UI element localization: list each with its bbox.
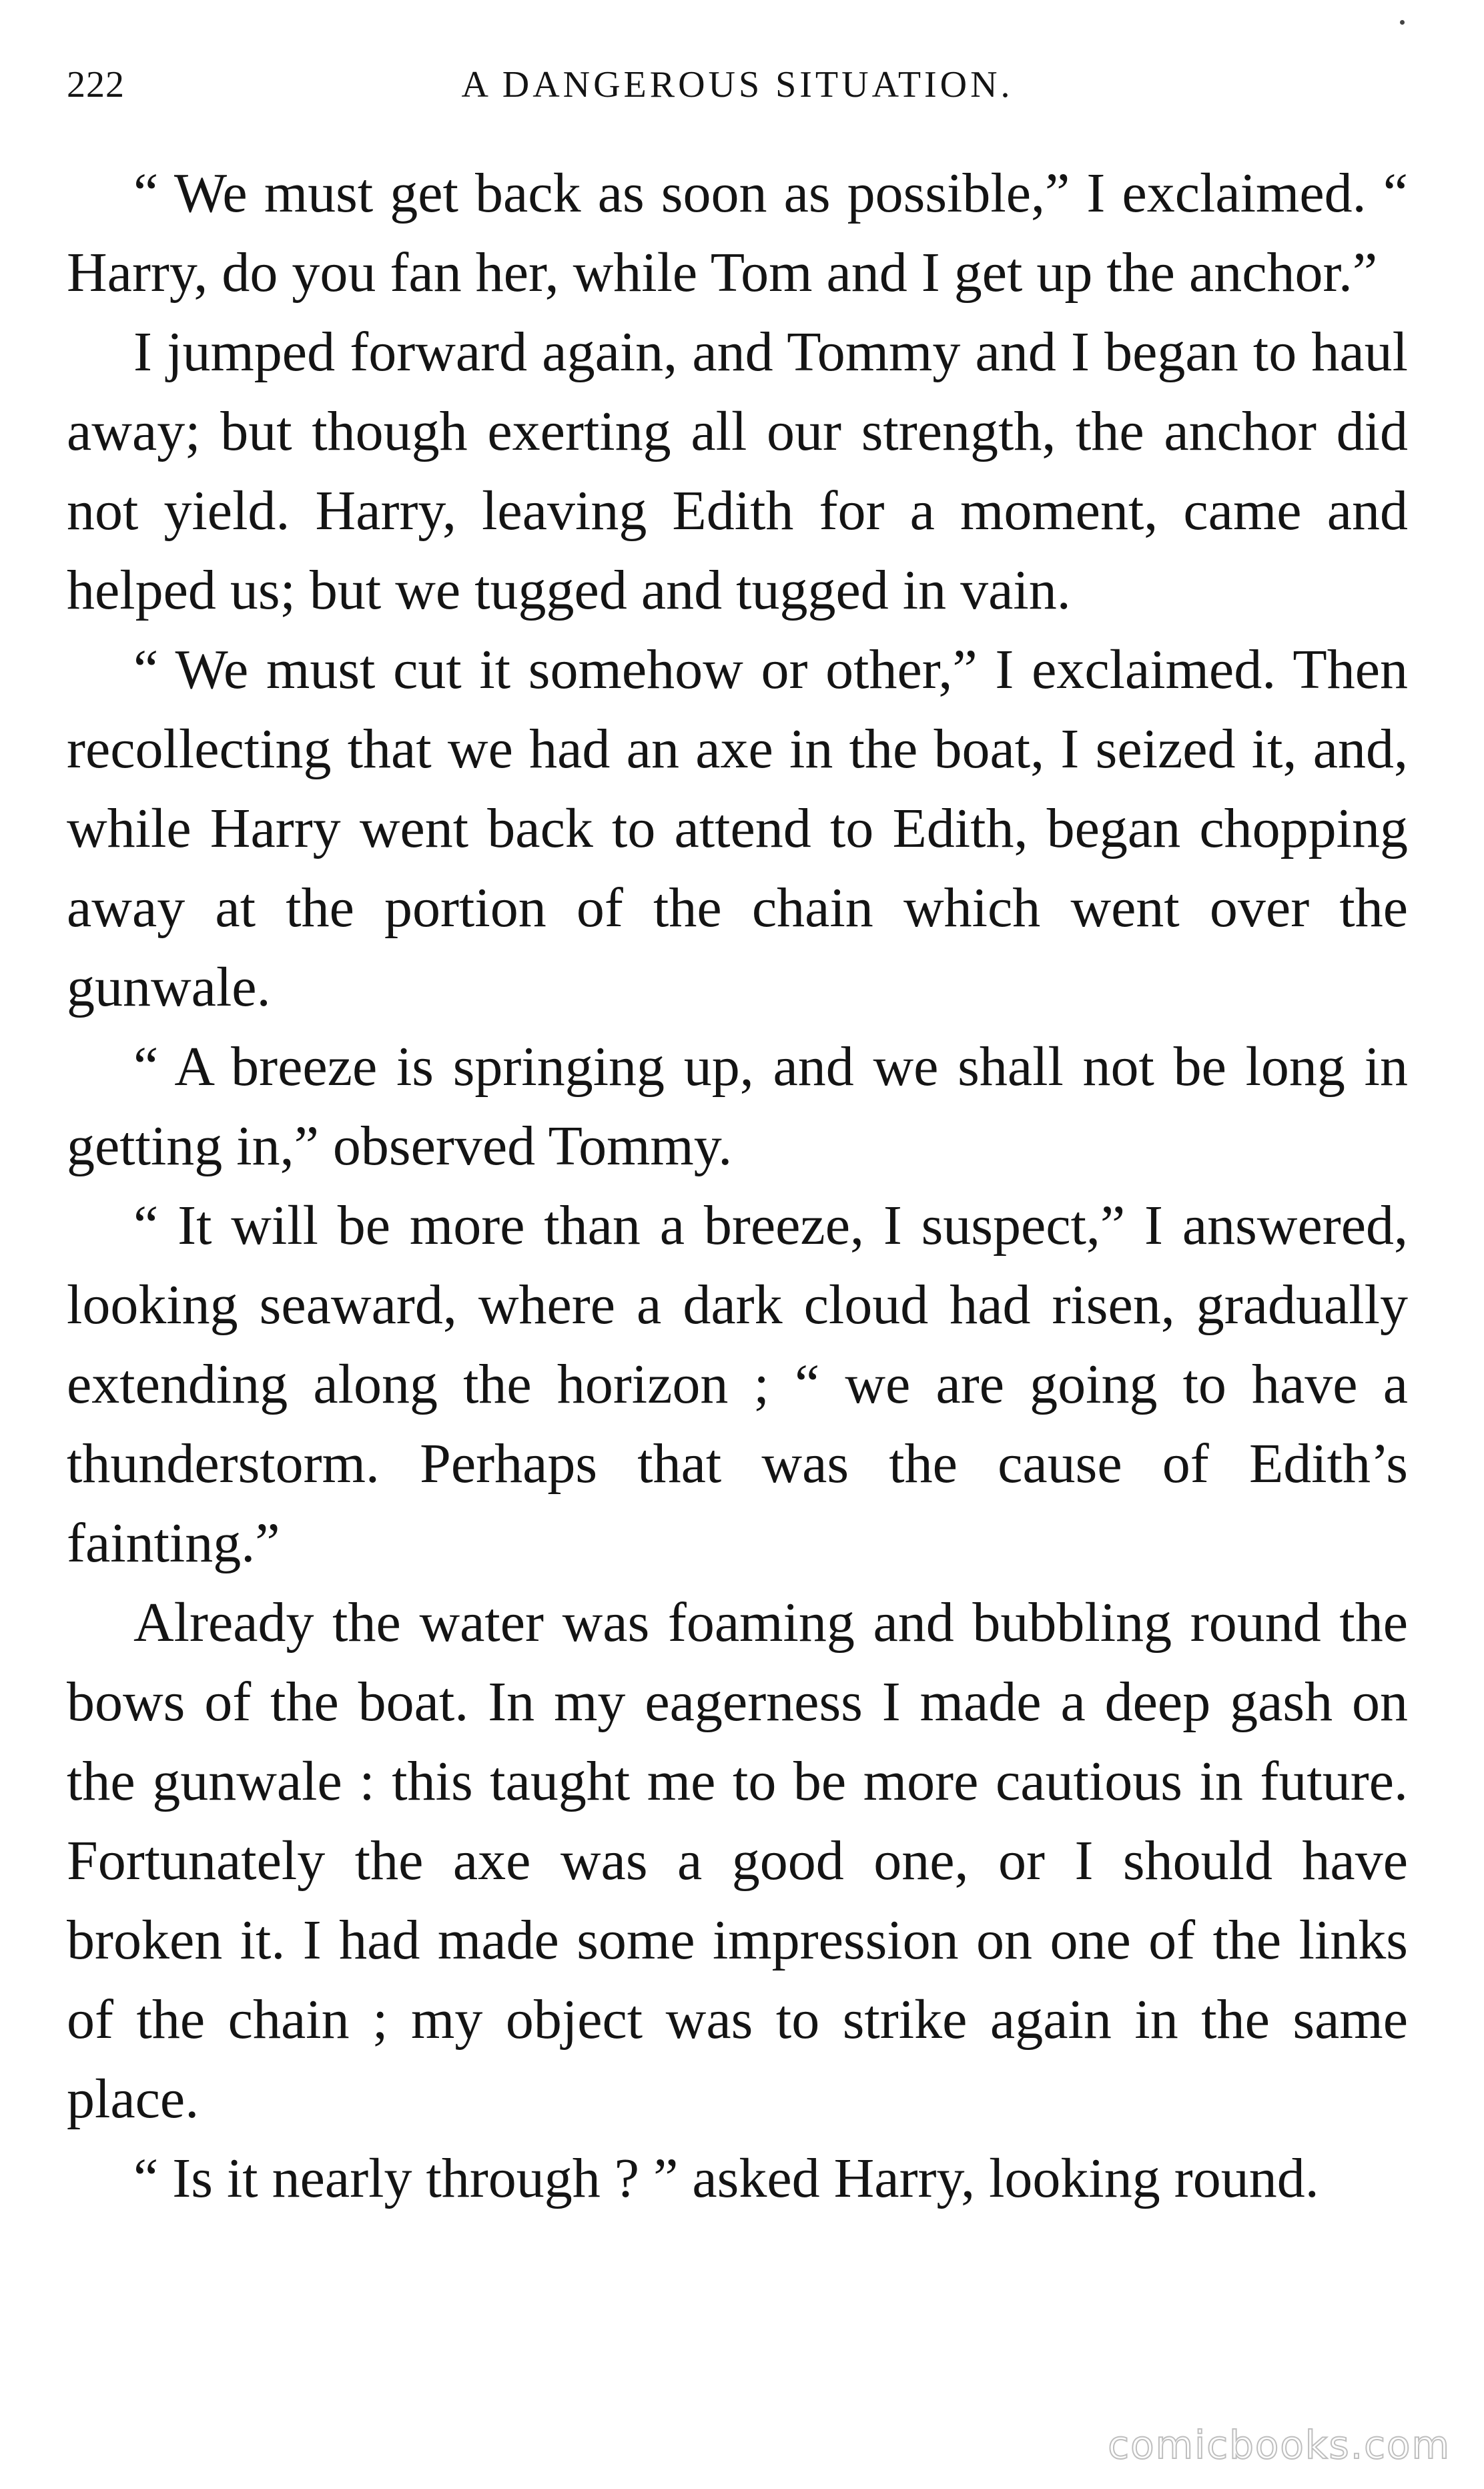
page-number: 222 xyxy=(67,64,125,105)
running-title: A DANGEROUS SITUATION. xyxy=(461,64,1014,105)
ink-speck xyxy=(1400,20,1405,25)
paragraph: “ We must get back as soon as possible,” I exclaimed. “ Harry, do you fan her, while Tom and I get up the anchor.” xyxy=(67,162,1408,304)
paragraph: Already the water was foaming and bubbling round the bows of the boat. In my eagerness I made a deep gash on the gunwale : this taught me to be more cautious in future. Fortunately the axe was a good one, or I should have broken it. I had made some impression on one of the links of the chain ; my object was to strike again in the same place. xyxy=(67,1591,1408,2130)
page-header xyxy=(67,63,1408,117)
paragraph: “ It will be more than a breeze, I suspect,” I answered, looking seaward, where a dark cloud had risen, gradually extending along the horizon ; “ we are going to have a thunderstorm. Perhaps that was the cause of Edith’s fainting.” xyxy=(67,1194,1408,1574)
paragraph: I jumped forward again, and Tommy and I began to haul away; but though exerting all our strength, the anchor did not yield. Harry, leaving Edith for a moment, came and helped us; but we tugged and tugged in vain. xyxy=(67,321,1408,621)
paragraph: “ Is it nearly through ? ” asked Harry, looking round. xyxy=(133,2147,1319,2209)
watermark: comicbooks.com xyxy=(1108,2422,1451,2468)
paragraph: “ A breeze is springing up, and we shall not be long in getting in,” observed Tommy. xyxy=(67,1036,1408,1177)
paragraph: “ We must cut it somehow or other,” I exclaimed. Then recollecting that we had an axe in the boat, I seized it, and, while Harry went back to attend to Edith, began chopping away at the portion of the chain which went over the gunwale. xyxy=(67,639,1408,1018)
body-text xyxy=(67,153,1408,2382)
